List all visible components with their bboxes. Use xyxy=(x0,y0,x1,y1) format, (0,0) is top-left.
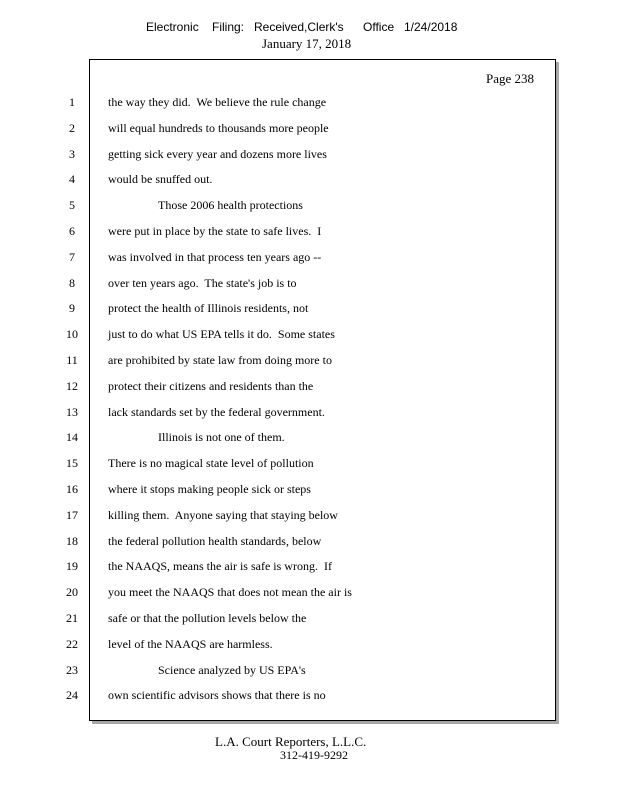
court-reporter-company: L.A. Court Reporters, L.L.C. xyxy=(215,734,367,749)
stamp-word: 1/24/2018 xyxy=(404,20,458,34)
transcript-line: the way they did. We believe the rule change xyxy=(108,95,327,109)
transcript-line: you meet the NAAQS that does not mean the air is xyxy=(108,585,352,600)
line-number: 14 xyxy=(66,430,78,445)
line-number: 4 xyxy=(69,172,75,187)
line-number: 16 xyxy=(66,481,78,496)
transcript-line: protect the health of Illinois residents, not xyxy=(108,301,309,316)
transcript-line: where it stops making people sick or steps xyxy=(108,481,311,496)
stamp-word: Office xyxy=(363,20,395,34)
transcript-line: lack standards set by the federal government. xyxy=(108,404,325,419)
transcript-line: will equal hundreds to thousands more people xyxy=(108,120,329,135)
transcript-line: the NAAQS, means the air is safe is wrong. If xyxy=(108,559,332,574)
stamp-word: Received,Clerk's xyxy=(254,20,344,34)
line-number: 6 xyxy=(69,223,75,238)
transcript-line: Science analyzed by US EPA's xyxy=(158,662,306,677)
line-number: 11 xyxy=(66,352,78,367)
line-number: 2 xyxy=(69,120,75,135)
transcript-line: own scientific advisors shows that there is no xyxy=(108,688,326,703)
line-number: 10 xyxy=(66,327,78,342)
line-number: 19 xyxy=(66,559,78,574)
line-number: 9 xyxy=(69,301,75,316)
line-number: 7 xyxy=(69,249,75,264)
electronic-filing-stamp xyxy=(0,20,618,36)
line-number: 18 xyxy=(66,533,78,548)
transcript-line: Illinois is not one of them. xyxy=(158,430,285,445)
transcript-text xyxy=(108,94,548,713)
transcript-line: are prohibited by state law from doing more to xyxy=(108,352,332,367)
line-number: 15 xyxy=(66,456,78,471)
transcript-line: Those 2006 health protections xyxy=(158,198,303,213)
line-number: 8 xyxy=(69,275,75,290)
transcript-line: would be snuffed out. xyxy=(108,172,213,187)
transcript-line: were put in place by the state to safe lives. I xyxy=(108,223,322,238)
transcript-line: level of the NAAQS are harmless. xyxy=(108,636,273,651)
transcript-line: safe or that the pollution levels below the xyxy=(108,610,307,625)
transcript-line: protect their citizens and residents than the xyxy=(108,378,314,393)
line-number: 1 xyxy=(69,95,75,109)
transcript-line: getting sick every year and dozens more lives xyxy=(108,146,327,161)
court-reporter-phone: 312-419-9292 xyxy=(280,748,348,762)
line-number: 3 xyxy=(69,146,75,161)
stamp-word: Filing: xyxy=(212,20,245,34)
transcript-line: the federal pollution health standards, below xyxy=(108,533,322,548)
line-number: 5 xyxy=(69,198,75,213)
stamp-word: Electronic xyxy=(146,20,199,34)
page-number: Page 238 xyxy=(486,71,535,86)
transcript-line: killing them. Anyone saying that staying below xyxy=(108,507,338,522)
line-number: 21 xyxy=(66,610,78,625)
transcript-line: over ten years ago. The state's job is to xyxy=(108,275,297,290)
transcript-line: was involved in that process ten years ago -- xyxy=(108,249,322,264)
transcript-date: January 17, 2018 xyxy=(262,36,352,51)
line-number-column xyxy=(62,94,82,713)
line-number: 17 xyxy=(66,507,78,522)
line-number: 13 xyxy=(66,404,78,419)
line-number: 22 xyxy=(66,636,78,651)
line-number: 12 xyxy=(66,378,78,393)
transcript-line: There is no magical state level of pollution xyxy=(108,456,314,471)
line-number: 23 xyxy=(66,662,78,677)
line-number: 20 xyxy=(66,585,78,600)
line-number: 24 xyxy=(66,688,78,703)
transcript-line: just to do what US EPA tells it do. Some states xyxy=(108,327,335,342)
